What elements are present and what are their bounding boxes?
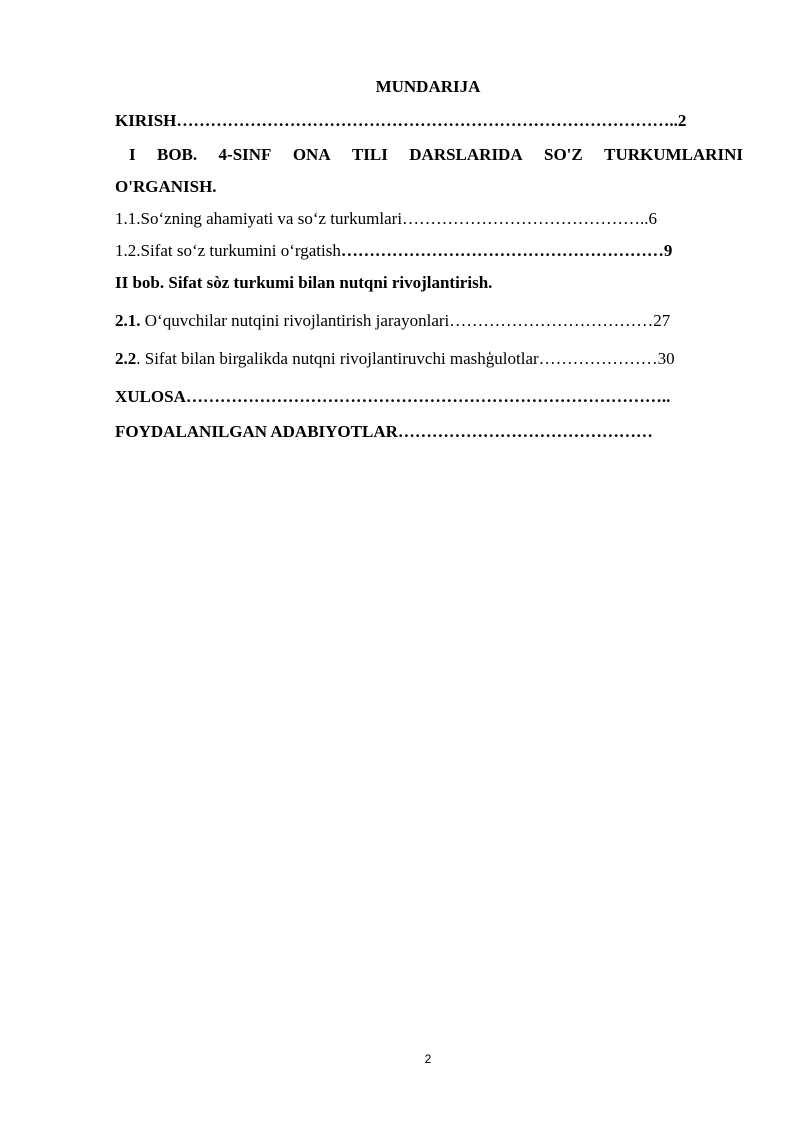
chapter-1-word: BOB. (157, 145, 198, 164)
toc-entry-xulosa: XULOSA………………………………………………………………………….. (115, 387, 671, 406)
chapter-1-word: TILI (351, 145, 388, 164)
toc-entry-1-2-label: 1.2.Sifat so‘z turkumini o‘rgatish (115, 241, 341, 260)
toc-entry-1-1: 1.1.So‘zning ahamiyati va so‘z turkumlari……………………………………..6 (115, 209, 658, 228)
page-number: 2 (424, 1052, 432, 1066)
chapter-1-word: ONA (292, 145, 331, 164)
chapter-1-word: I (129, 145, 136, 164)
toc-entry-1-2 (115, 241, 672, 261)
toc-entry-2-2-text: . Sifat bilan birgalikda nutqni rivojlantiruvchi mashģulotlar…………………30 (136, 349, 675, 368)
toc-chapter-2: II bob. Sifat sòz turkumi bilan nutqni rivojlantirish. (115, 273, 493, 292)
toc-entry-kirish: KIRISH……………………………………………………………………………..2 (115, 111, 687, 130)
chapter-1-word: SO'Z (544, 145, 583, 164)
toc-entry-2-2-number: 2.2 (115, 349, 137, 368)
chapter-1-word: 4-SINF (218, 145, 272, 164)
toc-entry-2-1-number: 2.1. (115, 311, 141, 330)
toc-entry-foydalanilgan-adabiyotlar: FOYDALANILGAN ADABIYOTLAR……………………………………… (115, 422, 653, 441)
toc-chapter-1-line-2: O'RGANISH. (115, 177, 217, 196)
page-title: MUNDARIJA (375, 77, 481, 96)
toc-chapter-1-line-1 (115, 145, 743, 165)
toc-entry-2-1-text: O‘quvchilar nutqini rivojlantirish jarayonlari………………………………27 (140, 311, 671, 330)
chapter-1-word: DARSLARIDA (409, 145, 523, 164)
toc-entry-1-2-dots: …………………………………………………9 (340, 241, 673, 260)
toc-entry-2-2 (115, 349, 675, 369)
chapter-1-word: TURKUMLARINI (604, 145, 743, 164)
toc-entry-2-1 (115, 311, 670, 331)
